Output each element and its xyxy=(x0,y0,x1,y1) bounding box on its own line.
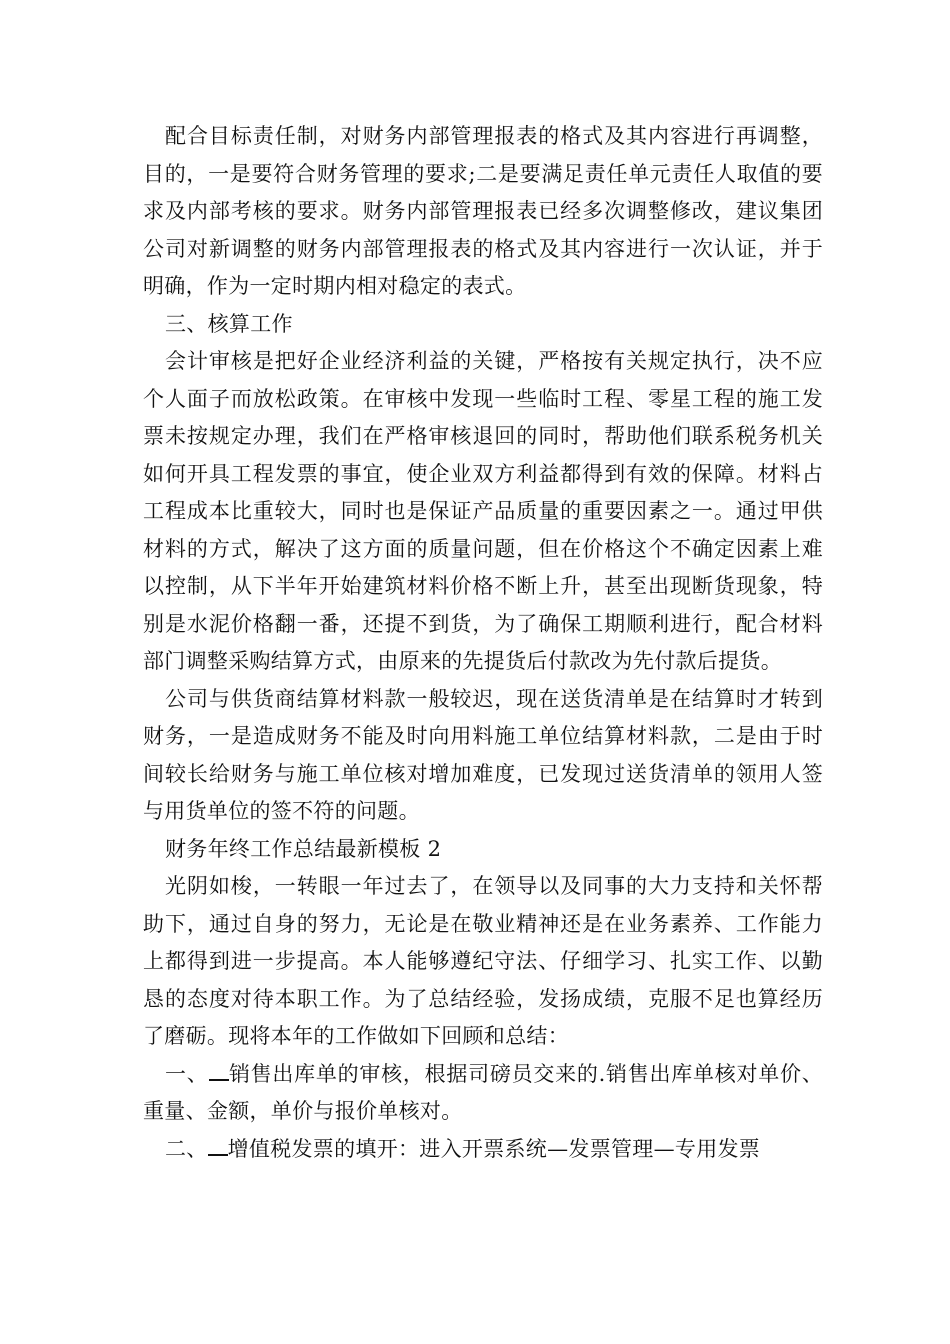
section-heading-accounting: 三、核算工作 xyxy=(165,311,293,336)
list-item-text: 销售出库单的审核，根据司磅员交来的.销售出库单核对单价、重量、金额，单价与报价单核对。 xyxy=(143,1061,823,1123)
blank-line xyxy=(209,1061,229,1081)
list-item-vat-invoice xyxy=(143,1131,823,1169)
paragraph-year-review: 光阴如梭，一转眼一年过去了，在领导以及同事的大力支持和关怀帮助下，通过自身的努力，无论是在敬业精神还是在业务素养、工作能力上都得到进一步提高。本人能够遵纪守法、仔细学习、扎实工作、以勤恳的态度对待本职工作。为了总结经验，发扬成绩，克服不足也算经历了磨砺。现将本年的工作做如下回顾和总结： xyxy=(143,874,823,1048)
list-item-sales-audit xyxy=(143,1056,823,1131)
paragraph-report-adjustment: 配合目标责任制，对财务内部管理报表的格式及其内容进行再调整，目的，一是要符合财务管理的要求;二是要满足责任单元责任人取值的要求及内部考核的要求。财务内部管理报表已经多次调整修改，建议集团公司对新调整的财务内部管理报表的格式及其内容进行一次认证，并于明确，作为一定时期内相对稳定的表式。 xyxy=(143,124,823,298)
document-title-template-2: 财务年终工作总结最新模板 2 xyxy=(165,836,442,861)
list-item-text: 增值税发票的填开：进入开票系统—发票管理—专用发票 xyxy=(227,1136,761,1161)
paragraph-accounting-audit: 会计审核是把好企业经济利益的关键，严格按有关规定执行，决不应个人面子而放松政策。在审核中发现一些临时工程、零星工程的施工发票未按规定办理，我们在严格审核退回的同时，帮助他们联系税务机关如何开具工程发票的事宜，使企业双方利益都得到有效的保障。材料占工程成本比重较大，同时也是保证产品质量的重要因素之一。通过甲供材料的方式，解决了这方面的质量问题，但在价格这个不确定因素上难以控制，从下半年开始建筑材料价格不断上升，甚至出现断货现象，特别是水泥价格翻一番，还提不到货，为了确保工期顺利进行，配合材料部门调整采购结算方式，由原来的先提货后付款改为先付款后提货。 xyxy=(143,349,823,673)
list-item-prefix: 二、 xyxy=(165,1136,208,1161)
paragraph-supplier-settlement: 公司与供货商结算材料款一般较迟，现在送货清单是在结算时才转到财务，一是造成财务不能及时向用料施工单位结算材料款，二是由于时间较长给财务与施工单位核对增加难度，已发现过送货清单的领用人签与用货单位的签不符的问题。 xyxy=(143,686,823,823)
blank-line xyxy=(208,1136,228,1156)
list-item-prefix: 一、 xyxy=(165,1061,209,1086)
document-page xyxy=(143,118,823,1168)
